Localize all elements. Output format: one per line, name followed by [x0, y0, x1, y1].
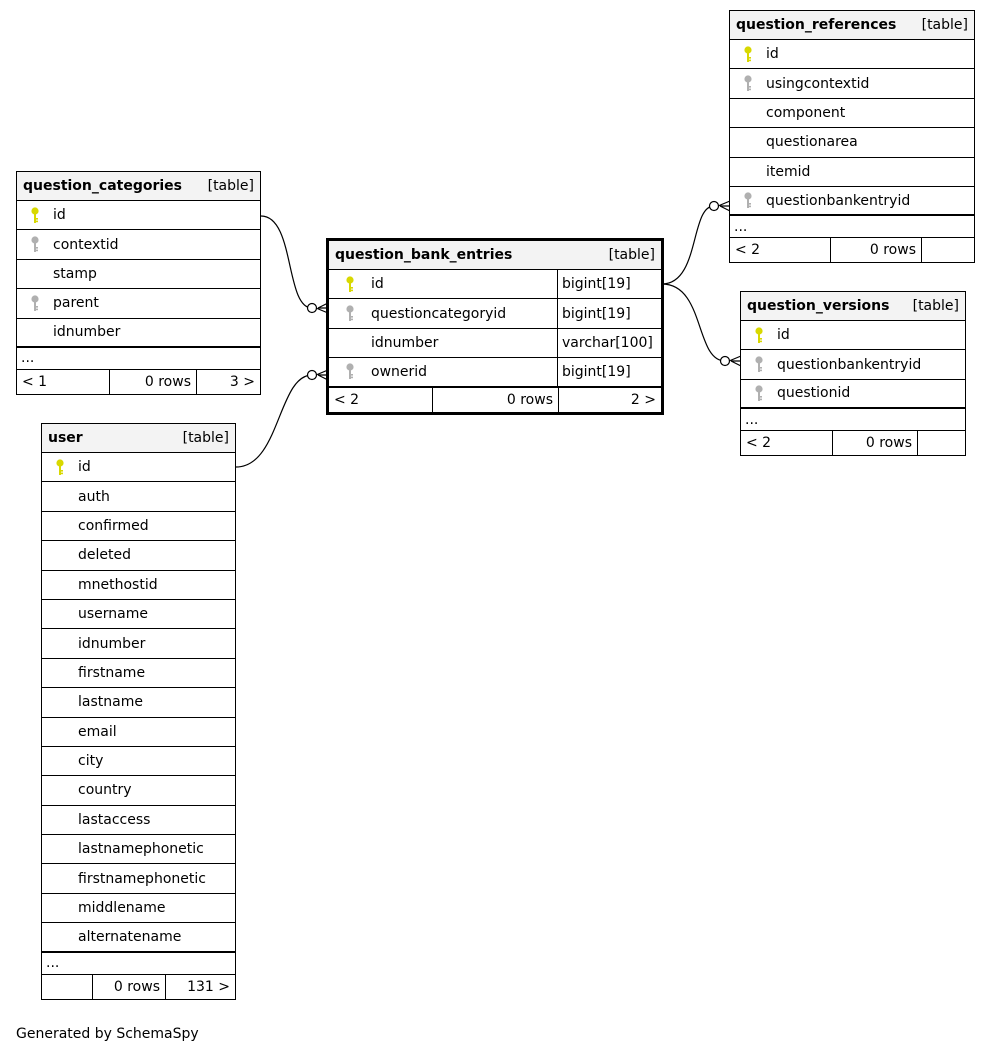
- foreign-key-icon: [730, 187, 766, 214]
- column-row[interactable]: [42, 864, 235, 893]
- column-name: city: [78, 753, 104, 770]
- column-name: itemid: [766, 163, 811, 180]
- column-name: ownerid: [371, 363, 428, 380]
- column-spacer: [42, 688, 78, 716]
- primary-key-icon: [329, 270, 371, 298]
- table-kind: [table]: [182, 430, 229, 446]
- column-spacer: [42, 718, 78, 746]
- row-count: 0 rows: [831, 238, 922, 262]
- column-name: deleted: [78, 547, 131, 564]
- primary-key-icon: [42, 453, 78, 481]
- column-name: questioncategoryid: [371, 305, 507, 322]
- table-header[interactable]: [17, 172, 260, 201]
- column-name: middlename: [78, 900, 166, 917]
- column-spacer: [329, 329, 371, 357]
- column-row[interactable]: [329, 299, 661, 328]
- table-footer: [42, 975, 235, 999]
- column-row[interactable]: [42, 688, 235, 717]
- column-row[interactable]: [730, 187, 974, 216]
- table-kind: [table]: [207, 178, 254, 194]
- column-name: idnumber: [78, 635, 146, 652]
- column-row[interactable]: [741, 350, 965, 379]
- column-name: questionbankentryid: [777, 356, 922, 373]
- column-name: questionbankentryid: [766, 192, 911, 209]
- foreign-key-icon: [17, 289, 53, 317]
- column-spacer: [730, 99, 766, 127]
- foreign-key-icon: [329, 358, 371, 385]
- table-name[interactable]: question_bank_entries: [335, 247, 513, 263]
- edge-entries-to-versions: [662, 284, 725, 361]
- table-footer: [741, 431, 965, 455]
- table-question-references[interactable]: [729, 10, 975, 263]
- column-row[interactable]: [42, 835, 235, 864]
- column-name: stamp: [53, 265, 97, 282]
- foreign-key-icon: [730, 69, 766, 97]
- column-name: questionid: [777, 385, 851, 402]
- table-kind: [table]: [912, 298, 959, 314]
- column-row[interactable]: [730, 69, 974, 98]
- column-row[interactable]: [42, 600, 235, 629]
- column-name: questionarea: [766, 134, 858, 151]
- column-type: bigint[19]: [557, 299, 661, 327]
- edge-categories-optional-marker: [308, 304, 317, 313]
- column-spacer: [730, 128, 766, 156]
- column-name: contextid: [53, 236, 119, 253]
- column-name: lastname: [78, 694, 143, 711]
- table-kind: [table]: [608, 247, 655, 263]
- column-row[interactable]: [42, 571, 235, 600]
- table-name[interactable]: user: [48, 430, 83, 446]
- column-spacer: [17, 319, 53, 346]
- edge-categories-to-entries: [261, 216, 312, 308]
- generated-by-label: Generated by SchemaSpy: [16, 1026, 199, 1042]
- table-name[interactable]: question_categories: [23, 178, 182, 194]
- column-name: auth: [78, 488, 110, 505]
- column-row[interactable]: [42, 894, 235, 923]
- column-spacer: [42, 894, 78, 922]
- table-question-categories[interactable]: [16, 171, 261, 395]
- column-spacer: [42, 835, 78, 863]
- primary-key-icon: [741, 321, 777, 349]
- column-spacer: [42, 541, 78, 569]
- table-header[interactable]: [42, 424, 235, 453]
- foreign-key-icon: [741, 380, 777, 407]
- column-row[interactable]: [329, 270, 661, 299]
- column-row[interactable]: [42, 806, 235, 835]
- column-type: bigint[19]: [557, 270, 661, 298]
- column-name: firstnamephonetic: [78, 870, 206, 887]
- more-columns-indicator[interactable]: ...: [42, 953, 235, 975]
- column-name: id: [766, 46, 779, 63]
- foreign-key-icon: [741, 350, 777, 378]
- column-spacer: [42, 806, 78, 834]
- column-name: username: [78, 606, 148, 623]
- primary-key-icon: [730, 40, 766, 68]
- column-name: country: [78, 782, 132, 799]
- column-spacer: [42, 571, 78, 599]
- column-name: firstname: [78, 664, 146, 681]
- table-name[interactable]: question_references: [736, 17, 897, 33]
- column-spacer: [42, 482, 78, 510]
- column-spacer: [42, 600, 78, 628]
- more-columns-indicator[interactable]: ...: [741, 409, 965, 431]
- table-header[interactable]: [741, 292, 965, 321]
- column-row[interactable]: [42, 541, 235, 570]
- column-row[interactable]: [17, 289, 260, 318]
- column-name: component: [766, 104, 846, 121]
- table-name[interactable]: question_versions: [747, 298, 890, 314]
- column-spacer: [42, 864, 78, 892]
- table-footer: [17, 370, 260, 394]
- children-link[interactable]: 3 >: [229, 373, 255, 390]
- edge-versions-optional-marker: [721, 357, 730, 366]
- row-count: 0 rows: [433, 388, 559, 412]
- children-link[interactable]: [922, 238, 974, 262]
- column-name: id: [78, 459, 91, 476]
- parents-link[interactable]: < 2: [730, 238, 831, 262]
- column-name: parent: [53, 295, 99, 312]
- column-name: id: [371, 276, 384, 293]
- column-spacer: [17, 260, 53, 288]
- column-row[interactable]: [42, 747, 235, 776]
- edge-entries-to-references: [662, 206, 714, 284]
- column-spacer: [42, 512, 78, 540]
- column-row[interactable]: [42, 923, 235, 952]
- column-name: lastaccess: [78, 811, 151, 828]
- table-footer: [730, 238, 974, 262]
- column-spacer: [42, 923, 78, 950]
- table-header[interactable]: [730, 11, 974, 40]
- column-row[interactable]: [730, 40, 974, 69]
- column-name: id: [53, 207, 66, 224]
- column-name: idnumber: [53, 324, 121, 341]
- column-spacer: [42, 659, 78, 687]
- edge-user-optional-marker: [308, 371, 317, 380]
- children-link[interactable]: [918, 431, 965, 455]
- column-row[interactable]: [741, 321, 965, 350]
- column-name: email: [78, 723, 117, 740]
- table-footer: [329, 388, 661, 412]
- column-type: varchar[100]: [557, 329, 661, 357]
- column-row[interactable]: [741, 380, 965, 409]
- column-spacer: [42, 629, 78, 657]
- row-count: 0 rows: [110, 370, 197, 394]
- column-row[interactable]: [42, 512, 235, 541]
- parents-link[interactable]: < 2: [329, 388, 433, 412]
- column-name: lastnamephonetic: [78, 841, 204, 858]
- foreign-key-icon: [17, 230, 53, 258]
- column-row[interactable]: [17, 201, 260, 230]
- primary-key-icon: [17, 201, 53, 229]
- more-columns-indicator[interactable]: ...: [730, 216, 974, 238]
- column-row[interactable]: [42, 482, 235, 511]
- foreign-key-icon: [329, 299, 371, 327]
- table-user[interactable]: [41, 423, 236, 1000]
- table-question-versions[interactable]: [740, 291, 966, 456]
- column-row[interactable]: [329, 329, 661, 358]
- column-row[interactable]: [17, 230, 260, 259]
- column-spacer: [42, 776, 78, 804]
- column-row[interactable]: [17, 319, 260, 348]
- column-row[interactable]: [42, 718, 235, 747]
- row-count: 0 rows: [93, 975, 166, 999]
- parents-link[interactable]: < 2: [741, 431, 833, 455]
- children-link[interactable]: 131 >: [187, 978, 230, 995]
- table-header[interactable]: [329, 241, 661, 270]
- more-columns-indicator[interactable]: ...: [17, 348, 260, 370]
- column-name: idnumber: [371, 334, 439, 351]
- column-row[interactable]: [42, 659, 235, 688]
- column-row[interactable]: [730, 158, 974, 187]
- row-count: 0 rows: [833, 431, 918, 455]
- children-link[interactable]: 2 >: [630, 391, 656, 408]
- column-name: mnethostid: [78, 576, 158, 593]
- column-name: alternatename: [78, 928, 182, 945]
- column-name: usingcontextid: [766, 75, 870, 92]
- column-row[interactable]: [42, 453, 235, 482]
- column-spacer: [730, 158, 766, 186]
- column-spacer: [42, 747, 78, 775]
- edge-references-optional-marker: [710, 202, 719, 211]
- column-name: confirmed: [78, 517, 149, 534]
- column-name: id: [777, 327, 790, 344]
- column-row[interactable]: [730, 99, 974, 128]
- column-row[interactable]: [42, 629, 235, 658]
- column-type: bigint[19]: [557, 358, 661, 385]
- parents-link[interactable]: [42, 975, 93, 999]
- table-question-bank-entries[interactable]: [326, 238, 664, 415]
- parents-link[interactable]: < 1: [17, 370, 110, 394]
- column-row[interactable]: [329, 358, 661, 387]
- table-kind: [table]: [921, 17, 968, 33]
- column-row[interactable]: [17, 260, 260, 289]
- column-row[interactable]: [42, 776, 235, 805]
- column-row[interactable]: [730, 128, 974, 157]
